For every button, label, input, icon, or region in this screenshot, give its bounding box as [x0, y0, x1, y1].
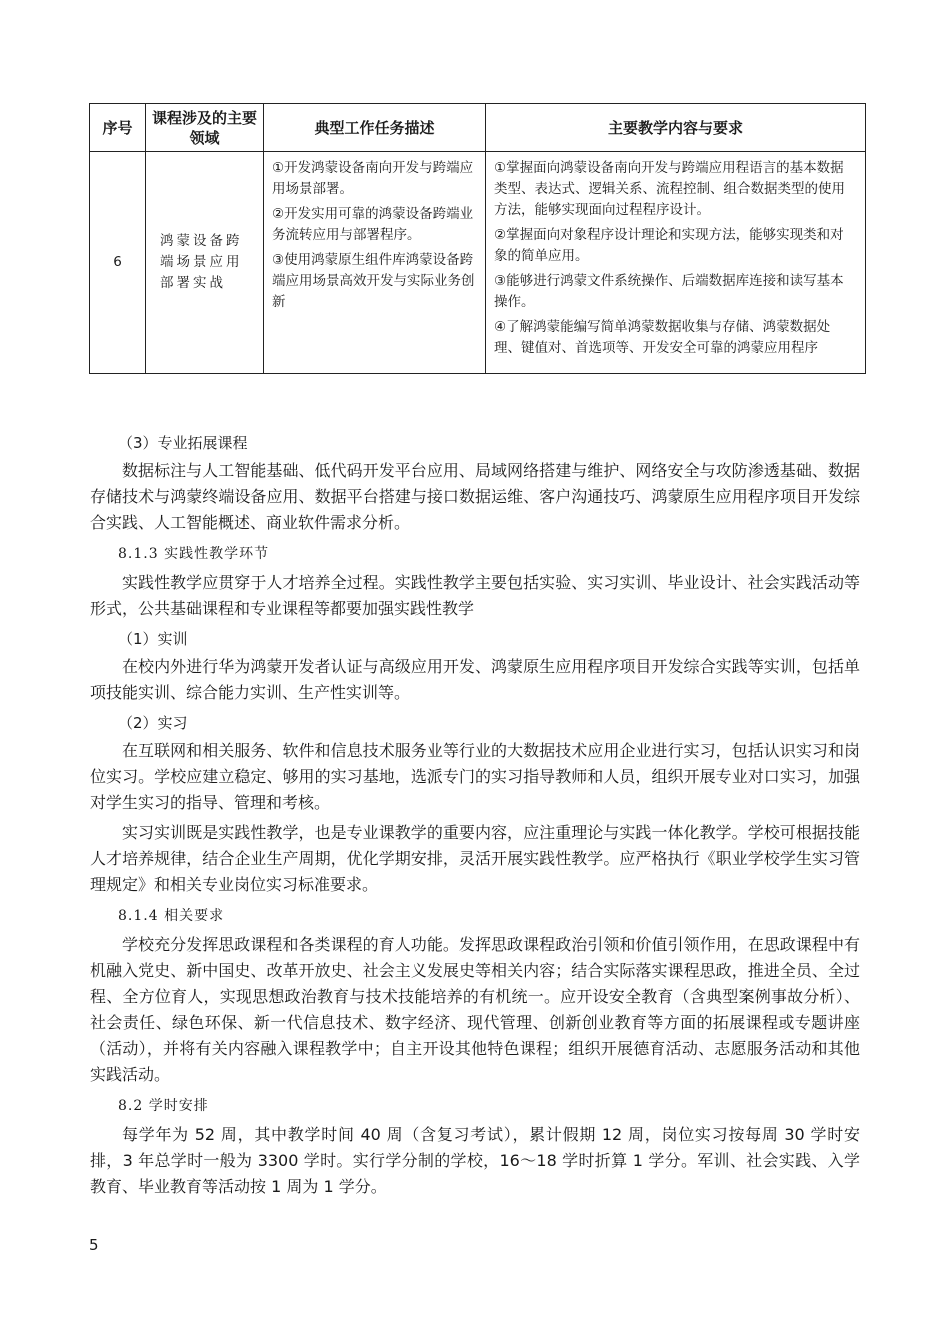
requirement-item: ④了解鸿蒙能编写简单鸿蒙数据收集与存储、鸿蒙数据处理、键值对、首选项等、开发安全可靠的鸿蒙应用程序 [494, 319, 831, 356]
cell-requirements [486, 152, 866, 374]
cell-tasks [264, 152, 486, 374]
subsection-heading: （2）实习 [118, 714, 188, 732]
task-item: ①开发鸿蒙设备南向开发与跨端应用场景部署。 [272, 160, 474, 197]
cell-number: 6 [90, 152, 146, 374]
paragraph: 每学年为 52 周，其中教学时间 40 周（含复习考试），累计假期 12 周，岗位实习按每周 30 学时安排，3 年总学时一般为 3300 学时。实行学分制的学校，16～18 学时折算 1 学分。军训、社会实践、入学教育、毕业教育等活动按 1 周为 1 学分。 [90, 1125, 860, 1196]
task-item: ②开发实用可靠的鸿蒙设备跨端业务流转应用与部署程序。 [272, 206, 474, 243]
section-heading: 8.1.3 实践性教学环节 [118, 546, 270, 562]
course-table [89, 103, 866, 374]
subsection-heading: （1）实训 [118, 630, 188, 648]
section-heading: 8.2 学时安排 [118, 1098, 209, 1114]
paragraph: 在校内外进行华为鸿蒙开发者认证与高级应用开发、鸿蒙原生应用程序项目开发综合实践等实训，包括单项技能实训、综合能力实训、生产性实训等。 [90, 657, 860, 702]
table-header-row [90, 104, 866, 152]
subsection-heading: （3）专业拓展课程 [118, 434, 248, 452]
requirement-item: ③能够进行鸿蒙文件系统操作、后端数据库连接和读写基本操作。 [494, 273, 844, 310]
cell-area: 鸿蒙设备跨端场景应用部署实战 [146, 152, 264, 374]
header-area: 课程涉及的主要领域 [146, 104, 264, 152]
paragraph: 实习实训既是实践性教学，也是专业课教学的重要内容，应注重理论与实践一体化教学。学校可根据技能人才培养规律，结合企业生产周期，优化学期安排，灵活开展实践性教学。应严格执行《职业学校学生实习管理规定》和相关专业岗位实习标准要求。 [90, 823, 860, 894]
requirement-item: ②掌握面向对象程序设计理论和实现方法，能够实现类和对象的简单应用。 [494, 227, 844, 264]
section-heading: 8.1.4 相关要求 [118, 908, 225, 924]
table-row [90, 152, 866, 374]
header-tasks: 典型工作任务描述 [264, 104, 486, 152]
page-number: 5 [89, 1236, 99, 1254]
paragraph: 学校充分发挥思政课程和各类课程的育人功能。发挥思政课程政治引领和价值引领作用，在思政课程中有机融入党史、新中国史、改革开放史、社会主义发展史等相关内容；结合实际落实课程思政，推进全员、全过程、全方位育人，实现思想政治教育与技术技能培养的有机统一。应开设安全教育（含典型案例事故分析）、社会责任、绿色环保、新一代信息技术、数字经济、现代管理、创新创业教育等方面的拓展课程或专题讲座（活动），并将有关内容融入课程教学中；自主开设其他特色课程；组织开展德育活动、志愿服务活动和其他实践活动。 [90, 935, 860, 1084]
header-requirements: 主要教学内容与要求 [486, 104, 866, 152]
paragraph: 数据标注与人工智能基础、低代码开发平台应用、局域网络搭建与维护、网络安全与攻防渗透基础、数据存储技术与鸿蒙终端设备应用、数据平台搭建与接口数据运维、客户沟通技巧、鸿蒙原生应用程序项目开发综合实践、人工智能概述、商业软件需求分析。 [90, 461, 860, 532]
requirement-item: ①掌握面向鸿蒙设备南向开发与跨端应用程语言的基本数据类型、表达式、逻辑关系、流程控制、组合数据类型的使用方法，能够实现面向过程程序设计。 [494, 160, 845, 218]
header-number: 序号 [90, 104, 146, 152]
paragraph: 实践性教学应贯穿于人才培养全过程。实践性教学主要包括实验、实习实训、毕业设计、社会实践活动等形式，公共基础课程和专业课程等都要加强实践性教学 [90, 573, 860, 618]
body-content [90, 430, 860, 1204]
task-item: ③使用鸿蒙原生组件库鸿蒙设备跨端应用场景高效开发与实际业务创新 [272, 252, 475, 310]
paragraph: 在互联网和相关服务、软件和信息技术服务业等行业的大数据技术应用企业进行实习，包括认识实习和岗位实习。学校应建立稳定、够用的实习基地，选派专门的实习指导教师和人员，组织开展专业对口实习，加强对学生实习的指导、管理和考核。 [90, 741, 860, 812]
